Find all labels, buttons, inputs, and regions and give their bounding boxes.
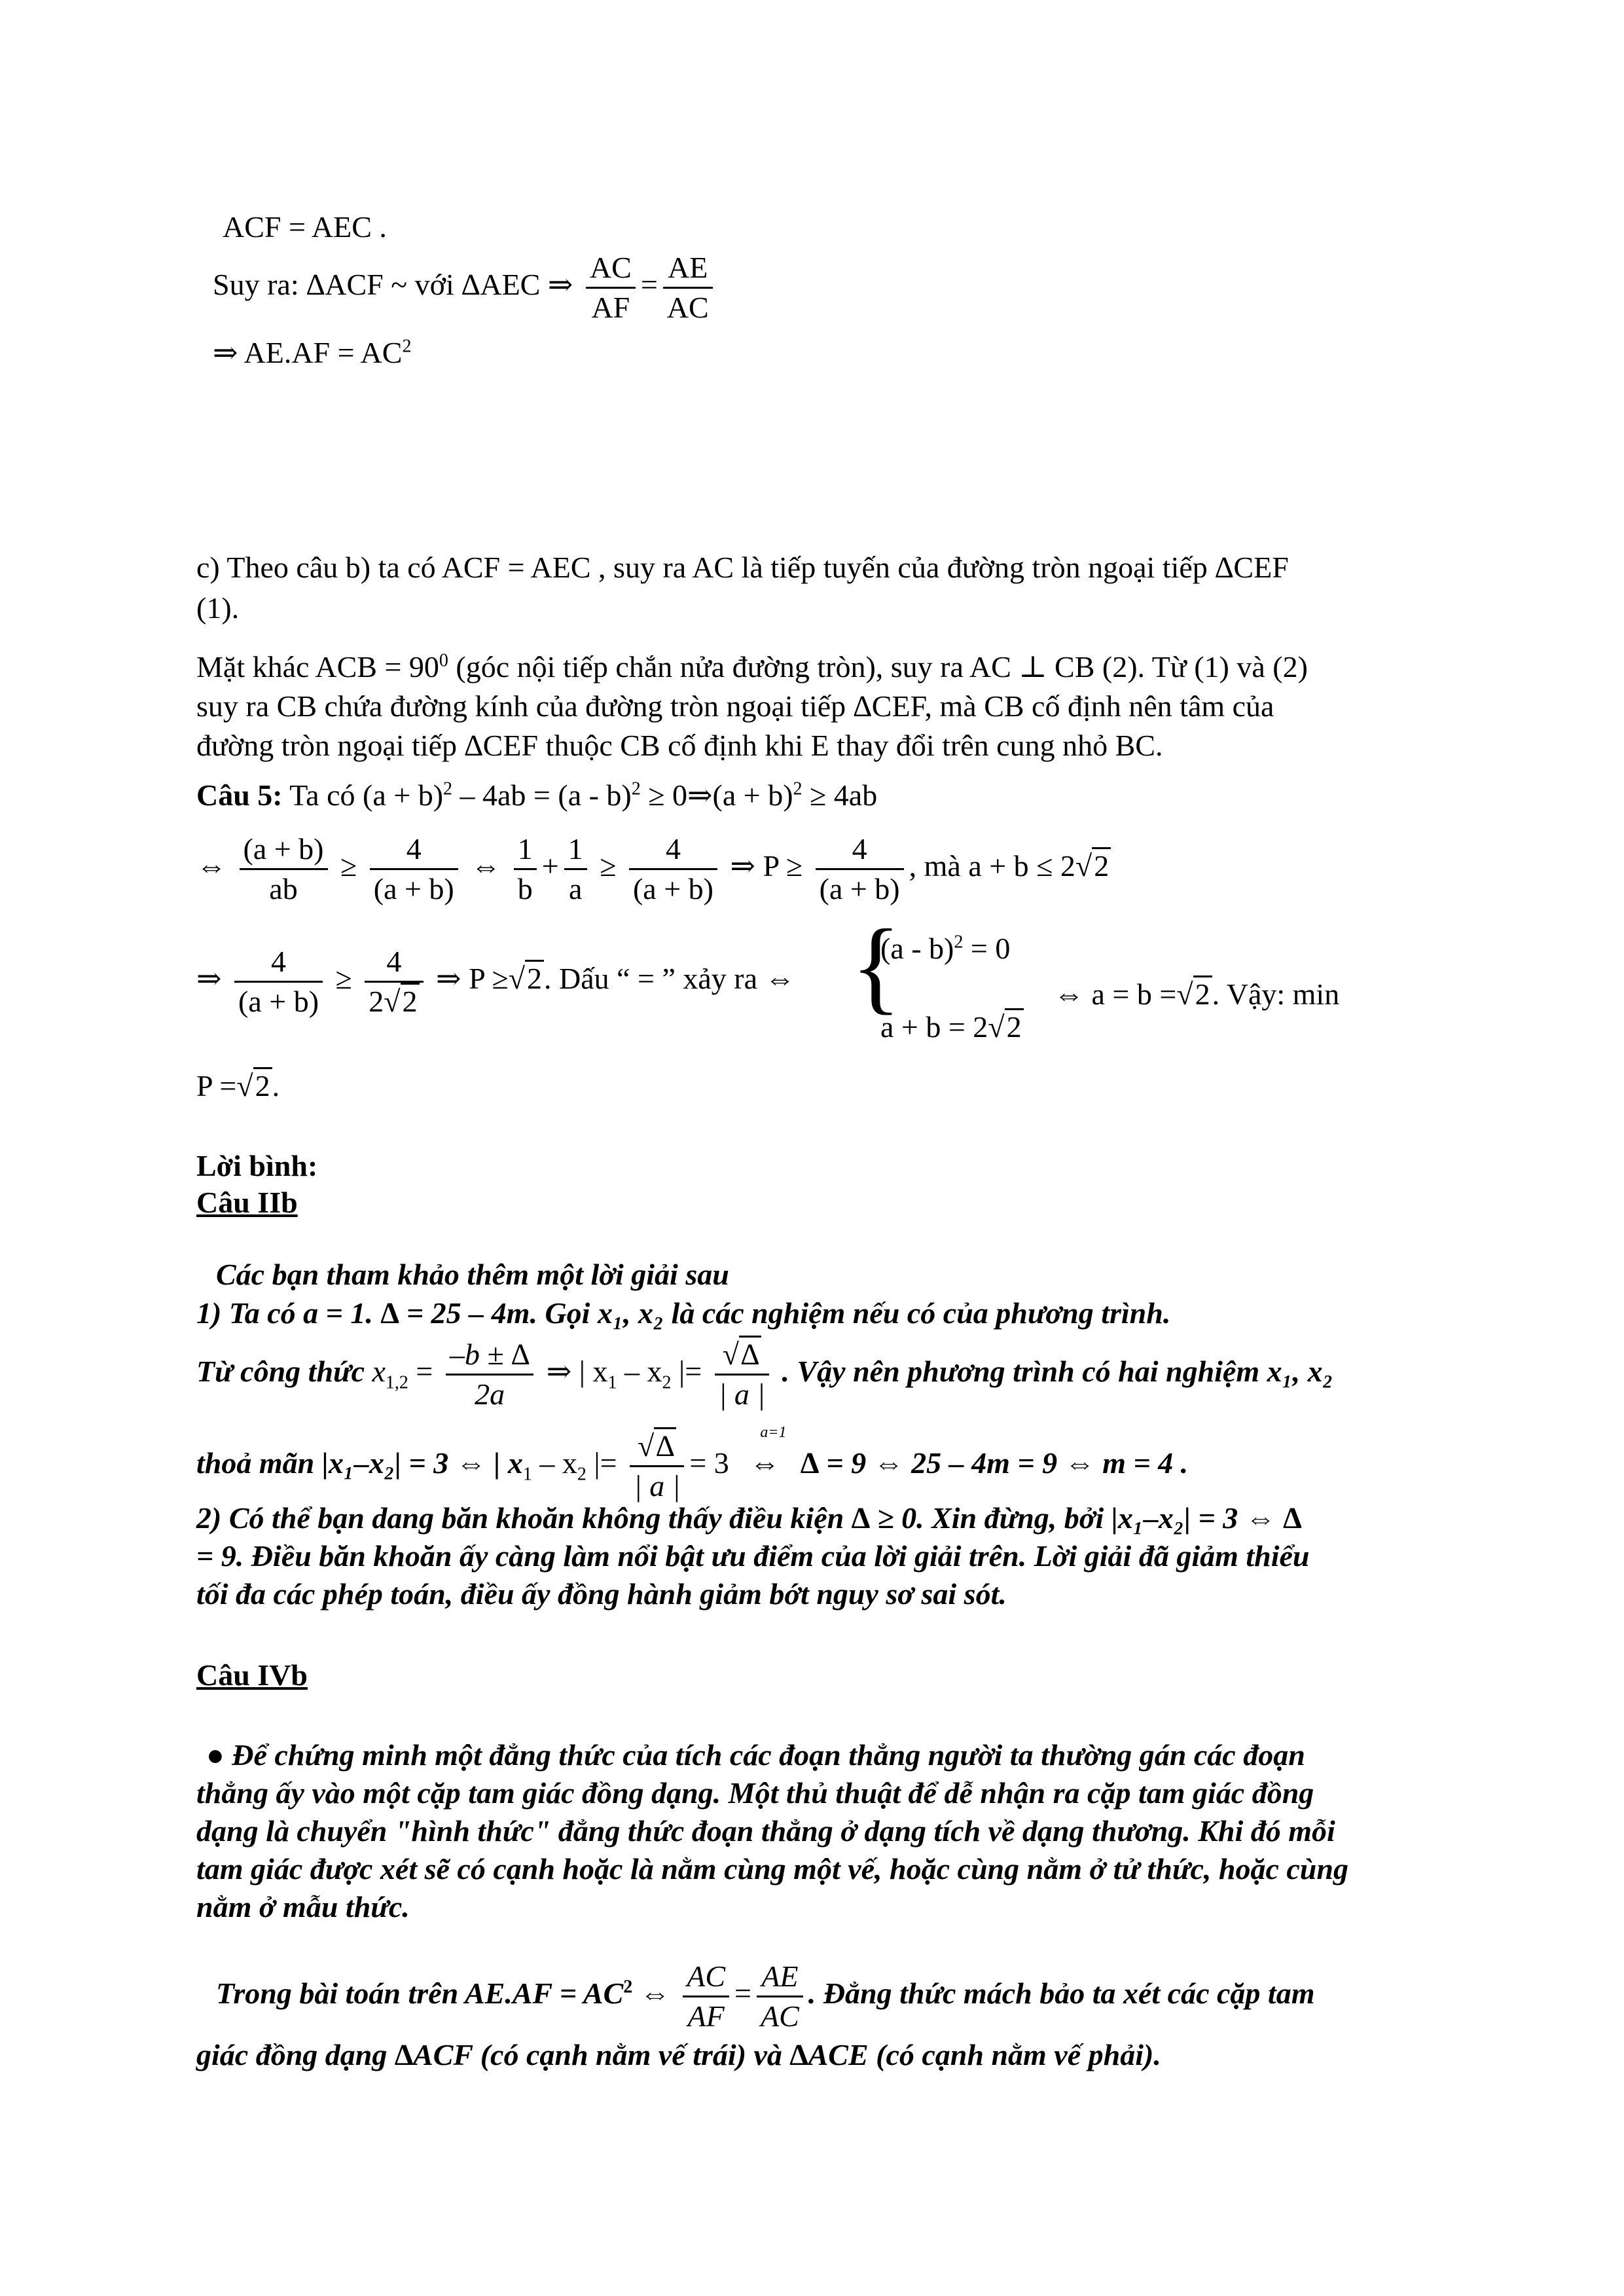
frac-den: (a + b) xyxy=(629,868,717,908)
ivb-question-line xyxy=(216,1958,1315,2035)
fraction xyxy=(370,830,458,908)
fraction xyxy=(514,830,537,908)
fraction xyxy=(564,830,587,908)
sqrt: √2 xyxy=(236,1067,272,1105)
fraction xyxy=(683,1958,729,2035)
superscript: 2 xyxy=(402,336,412,357)
loi-binh-line3 xyxy=(196,1424,1189,1505)
cau5-row3 xyxy=(196,1067,280,1105)
frac-den xyxy=(365,981,423,1021)
text: ∆ = 9 ⇔ 25 – 4m = 9 ⇔ m = 4 . xyxy=(800,1446,1189,1480)
text: thoả mãn |x₁–x₂| = 3 ⇔ | x xyxy=(196,1446,523,1480)
fraction xyxy=(816,830,904,908)
iff-a1 xyxy=(749,1424,787,1482)
radicand: 2 xyxy=(525,960,544,995)
condition-label: a=1 xyxy=(760,1424,787,1442)
left-brace: { xyxy=(851,907,901,1024)
plus-sign: + xyxy=(541,849,559,883)
superscript: 0 xyxy=(439,650,448,671)
text: ≥ 0⇒(a + b) xyxy=(640,778,793,812)
sqrt: √∆ xyxy=(723,1336,761,1374)
radicand: 2 xyxy=(253,1067,272,1102)
frac-den: AF xyxy=(586,287,636,327)
ivb-para-line4: tam giác được xét sẽ có cạnh hoặc là nằm cùng một vế, hoặc cùng nằm ở tử thức, hoặc cùng xyxy=(196,1852,1348,1886)
subscript: 2 xyxy=(662,1372,672,1393)
text: 2 xyxy=(369,985,384,1018)
similarity-line xyxy=(213,249,718,327)
cau5-label: Câu 5: xyxy=(196,778,283,812)
sqrt: √2 xyxy=(988,1008,1023,1046)
system-result xyxy=(1054,975,1339,1013)
ivb-para-line1: ● Để chứng minh một đẳng thức của tích các đoạn thẳng người ta thường gán các đoạn xyxy=(206,1738,1305,1772)
text: P = xyxy=(196,1069,237,1102)
loi-binh-line6: tối đa các phép toán, điều ấy đồng hành giảm bớt nguy sơ sai sót. xyxy=(196,1577,1007,1611)
p-ge: ⇒ P ≥ xyxy=(730,849,803,883)
text: Ta có (a + b) xyxy=(282,778,444,812)
frac-num: 1 xyxy=(517,832,533,866)
equals-sign: = xyxy=(640,268,658,302)
cau-iib-heading: Câu IIb xyxy=(196,1186,298,1219)
loi-binh-intro: Các bạn tham khảo thêm một lời giải sau xyxy=(216,1258,729,1291)
frac-num: AC xyxy=(589,251,632,284)
fraction-ac-af xyxy=(586,249,636,327)
fraction xyxy=(757,1958,803,2035)
text: |= xyxy=(671,1355,702,1389)
part-c-line1b: (1). xyxy=(196,591,240,625)
text: Trong bài toán trên AE.AF = AC xyxy=(216,1977,624,2011)
loi-binh-line4: 2) Có thể bạn dang băn khoăn không thấy điều kiện ∆ ≥ 0. Xin đừng, bởi |x₁–x₂| = 3 ⇔ ∆ xyxy=(196,1501,1302,1535)
loi-binh-line1: 1) Ta có a = 1. ∆ = 25 – 4m. Gọi x₁, x₂ là các nghiệm nếu có của phương trình. xyxy=(196,1296,1171,1330)
text: . Vậy: min xyxy=(1212,977,1340,1011)
fraction xyxy=(629,830,717,908)
frac-num: (a + b) xyxy=(243,832,324,866)
fraction xyxy=(630,1427,684,1505)
part-c-line2 xyxy=(196,648,1308,686)
frac-num: 4 xyxy=(852,832,867,866)
text: a + b = 2 xyxy=(880,1010,988,1044)
frac-num: AE xyxy=(668,251,708,284)
text: – x xyxy=(532,1446,577,1480)
subscript: 2 xyxy=(577,1464,586,1485)
frac-num: AE xyxy=(761,1959,799,1993)
ivb-para-line2: thẳng ấy vào một cặp tam giác đồng dạng. Một thủ thuật để dễ nhận ra cặp tam giác đồng xyxy=(196,1776,1314,1810)
text: |= xyxy=(586,1446,617,1480)
p-ge: ⇒ P ≥ xyxy=(436,962,509,996)
loi-binh-title: Lời bình: xyxy=(196,1149,318,1182)
ge-symbol: ≥ xyxy=(600,849,617,883)
ivb-question-line2: giác đồng dạng ∆ACF (có cạnh nằm vế trái) và ∆ACE (có cạnh nằm vế phải). xyxy=(196,2038,1161,2071)
text: . xyxy=(272,1069,280,1102)
part-c-line3: suy ra CB chứa đường kính của đường tròn ngoại tiếp ∆CEF, mà CB cố định nên tâm của xyxy=(196,689,1274,723)
cau-ivb-heading: Câu IVb xyxy=(196,1658,308,1692)
radicand: 2 xyxy=(1092,847,1111,883)
text: – 4ab = (a - b) xyxy=(452,778,632,812)
fraction xyxy=(240,830,328,908)
frac-den: AF xyxy=(683,1995,729,2035)
sqrt: √∆ xyxy=(638,1427,676,1465)
text: . Vậy nên phương trình có hai nghiệm x₁, x₂ xyxy=(782,1355,1333,1389)
iff-symbol: ⇔ xyxy=(749,1446,780,1480)
frac-num: 4 xyxy=(665,832,681,866)
equals-sign: = xyxy=(734,1977,751,2011)
text: Từ công thức xyxy=(196,1355,365,1389)
frac-den: ab xyxy=(240,868,328,908)
frac-num: 4 xyxy=(406,832,422,866)
frac-num: 1 xyxy=(568,832,583,866)
frac-den: (a + b) xyxy=(234,981,323,1021)
part-c-line4: đường tròn ngoại tiếp ∆CEF thuộc CB cố định khi E thay đổi trên cung nhỏ BC. xyxy=(196,729,1163,762)
sqrt: √2 xyxy=(509,960,544,998)
superscript: 2 xyxy=(954,932,964,953)
text: . Đẳng thức mách bảo ta xét các cặp tam xyxy=(808,1977,1315,2011)
iff-symbol: ⇔ xyxy=(471,849,501,883)
system-eq-2 xyxy=(880,1008,1024,1046)
text: Mặt khác ACB = 90 xyxy=(196,650,439,683)
subscript: 1 xyxy=(522,1464,532,1485)
ivb-para-line5: nằm ở mẫu thức. xyxy=(196,1890,410,1923)
part-c-line1: c) Theo câu b) ta có ACF = AEC , suy ra AC là tiếp tuyến của đường tròn ngoại tiếp ∆CEF xyxy=(196,551,1289,584)
system-eq-1 xyxy=(880,930,1010,968)
fraction xyxy=(365,943,423,1021)
text: = 3 xyxy=(689,1446,729,1480)
frac-num: 4 xyxy=(386,945,402,978)
fraction-ae-ac xyxy=(663,249,713,327)
text: (góc nội tiếp chắn nửa đường tròn), suy ra AC ⊥ CB (2). Từ (1) và (2) xyxy=(448,650,1308,683)
fraction xyxy=(446,1336,533,1413)
frac-num: AC xyxy=(687,1959,726,1993)
frac-den: | a | xyxy=(715,1374,769,1413)
frac-num: 4 xyxy=(271,945,287,978)
sqrt: √2 xyxy=(1075,847,1111,885)
radicand: ∆ xyxy=(654,1427,676,1463)
frac-den: a xyxy=(564,868,587,908)
cau5-intro xyxy=(196,776,877,814)
text: = 0 xyxy=(963,932,1011,965)
text: , mà a + b ≤ 2 xyxy=(909,849,1075,883)
fraction xyxy=(715,1336,769,1413)
equals-sign: = xyxy=(416,1355,433,1389)
cau5-row2 xyxy=(196,943,795,1021)
text: ⇔ a = b = xyxy=(1054,977,1177,1011)
ge-symbol: ≥ xyxy=(340,849,357,883)
frac-den: AC xyxy=(757,1995,803,2035)
similarity-text: Suy ra: ∆ACF ~ với ∆AEC ⇒ xyxy=(213,268,573,302)
sqrt: √2 xyxy=(384,983,419,1021)
frac-den: | a | xyxy=(630,1465,684,1505)
radicand: ∆ xyxy=(739,1336,761,1371)
fraction xyxy=(234,943,323,1021)
superscript: 2 xyxy=(631,778,641,799)
product-text: ⇒ AE.AF = AC xyxy=(213,336,403,369)
text: ≥ 4ab xyxy=(802,778,878,812)
implies-symbol: ⇒ xyxy=(196,962,222,996)
superscript: 2 xyxy=(623,1977,633,1997)
radicand: 2 xyxy=(1005,1008,1024,1044)
loi-binh-line2 xyxy=(196,1336,1333,1413)
text: . Dấu “ = ” xảy ra ⇔ xyxy=(543,962,795,996)
var-x: x xyxy=(372,1355,386,1389)
line-acf-aec: ACF = AEC . xyxy=(223,210,387,244)
text: ⇒ | x xyxy=(546,1355,608,1389)
superscript: 2 xyxy=(443,778,453,799)
radicand: 2 xyxy=(1193,975,1212,1011)
frac-den: b xyxy=(514,868,537,908)
ivb-para-line3: dạng là chuyển "hình thức" đẳng thức đoạn thẳng ở dạng tích về dạng thương. Khi đó mỗi xyxy=(196,1814,1335,1848)
subscript: 1,2 xyxy=(385,1372,408,1393)
frac-num: –b ± ∆ xyxy=(449,1338,530,1371)
frac-den: AC xyxy=(663,287,713,327)
frac-num xyxy=(630,1427,684,1465)
text: – x xyxy=(617,1355,662,1389)
subscript: 1 xyxy=(607,1372,617,1393)
radicand: 2 xyxy=(401,983,420,1018)
frac-den: (a + b) xyxy=(816,868,904,908)
frac-den: 2a xyxy=(446,1374,533,1413)
iff-symbol: ⇔ xyxy=(632,1977,670,2011)
cau5-row1 xyxy=(196,830,1111,908)
superscript: 2 xyxy=(793,778,803,799)
sqrt: √2 xyxy=(1176,975,1212,1013)
product-line xyxy=(213,334,411,372)
loi-binh-line5: = 9. Điều băn khoăn ấy càng làm nổi bật ưu điểm của lời giải trên. Lời giải đã giảm thiểu xyxy=(196,1539,1310,1573)
frac-den: (a + b) xyxy=(370,868,458,908)
ge-symbol: ≥ xyxy=(335,962,352,996)
iff-symbol: ⇔ xyxy=(196,849,226,883)
text: (a - b) xyxy=(880,932,954,965)
frac-num xyxy=(715,1336,769,1374)
